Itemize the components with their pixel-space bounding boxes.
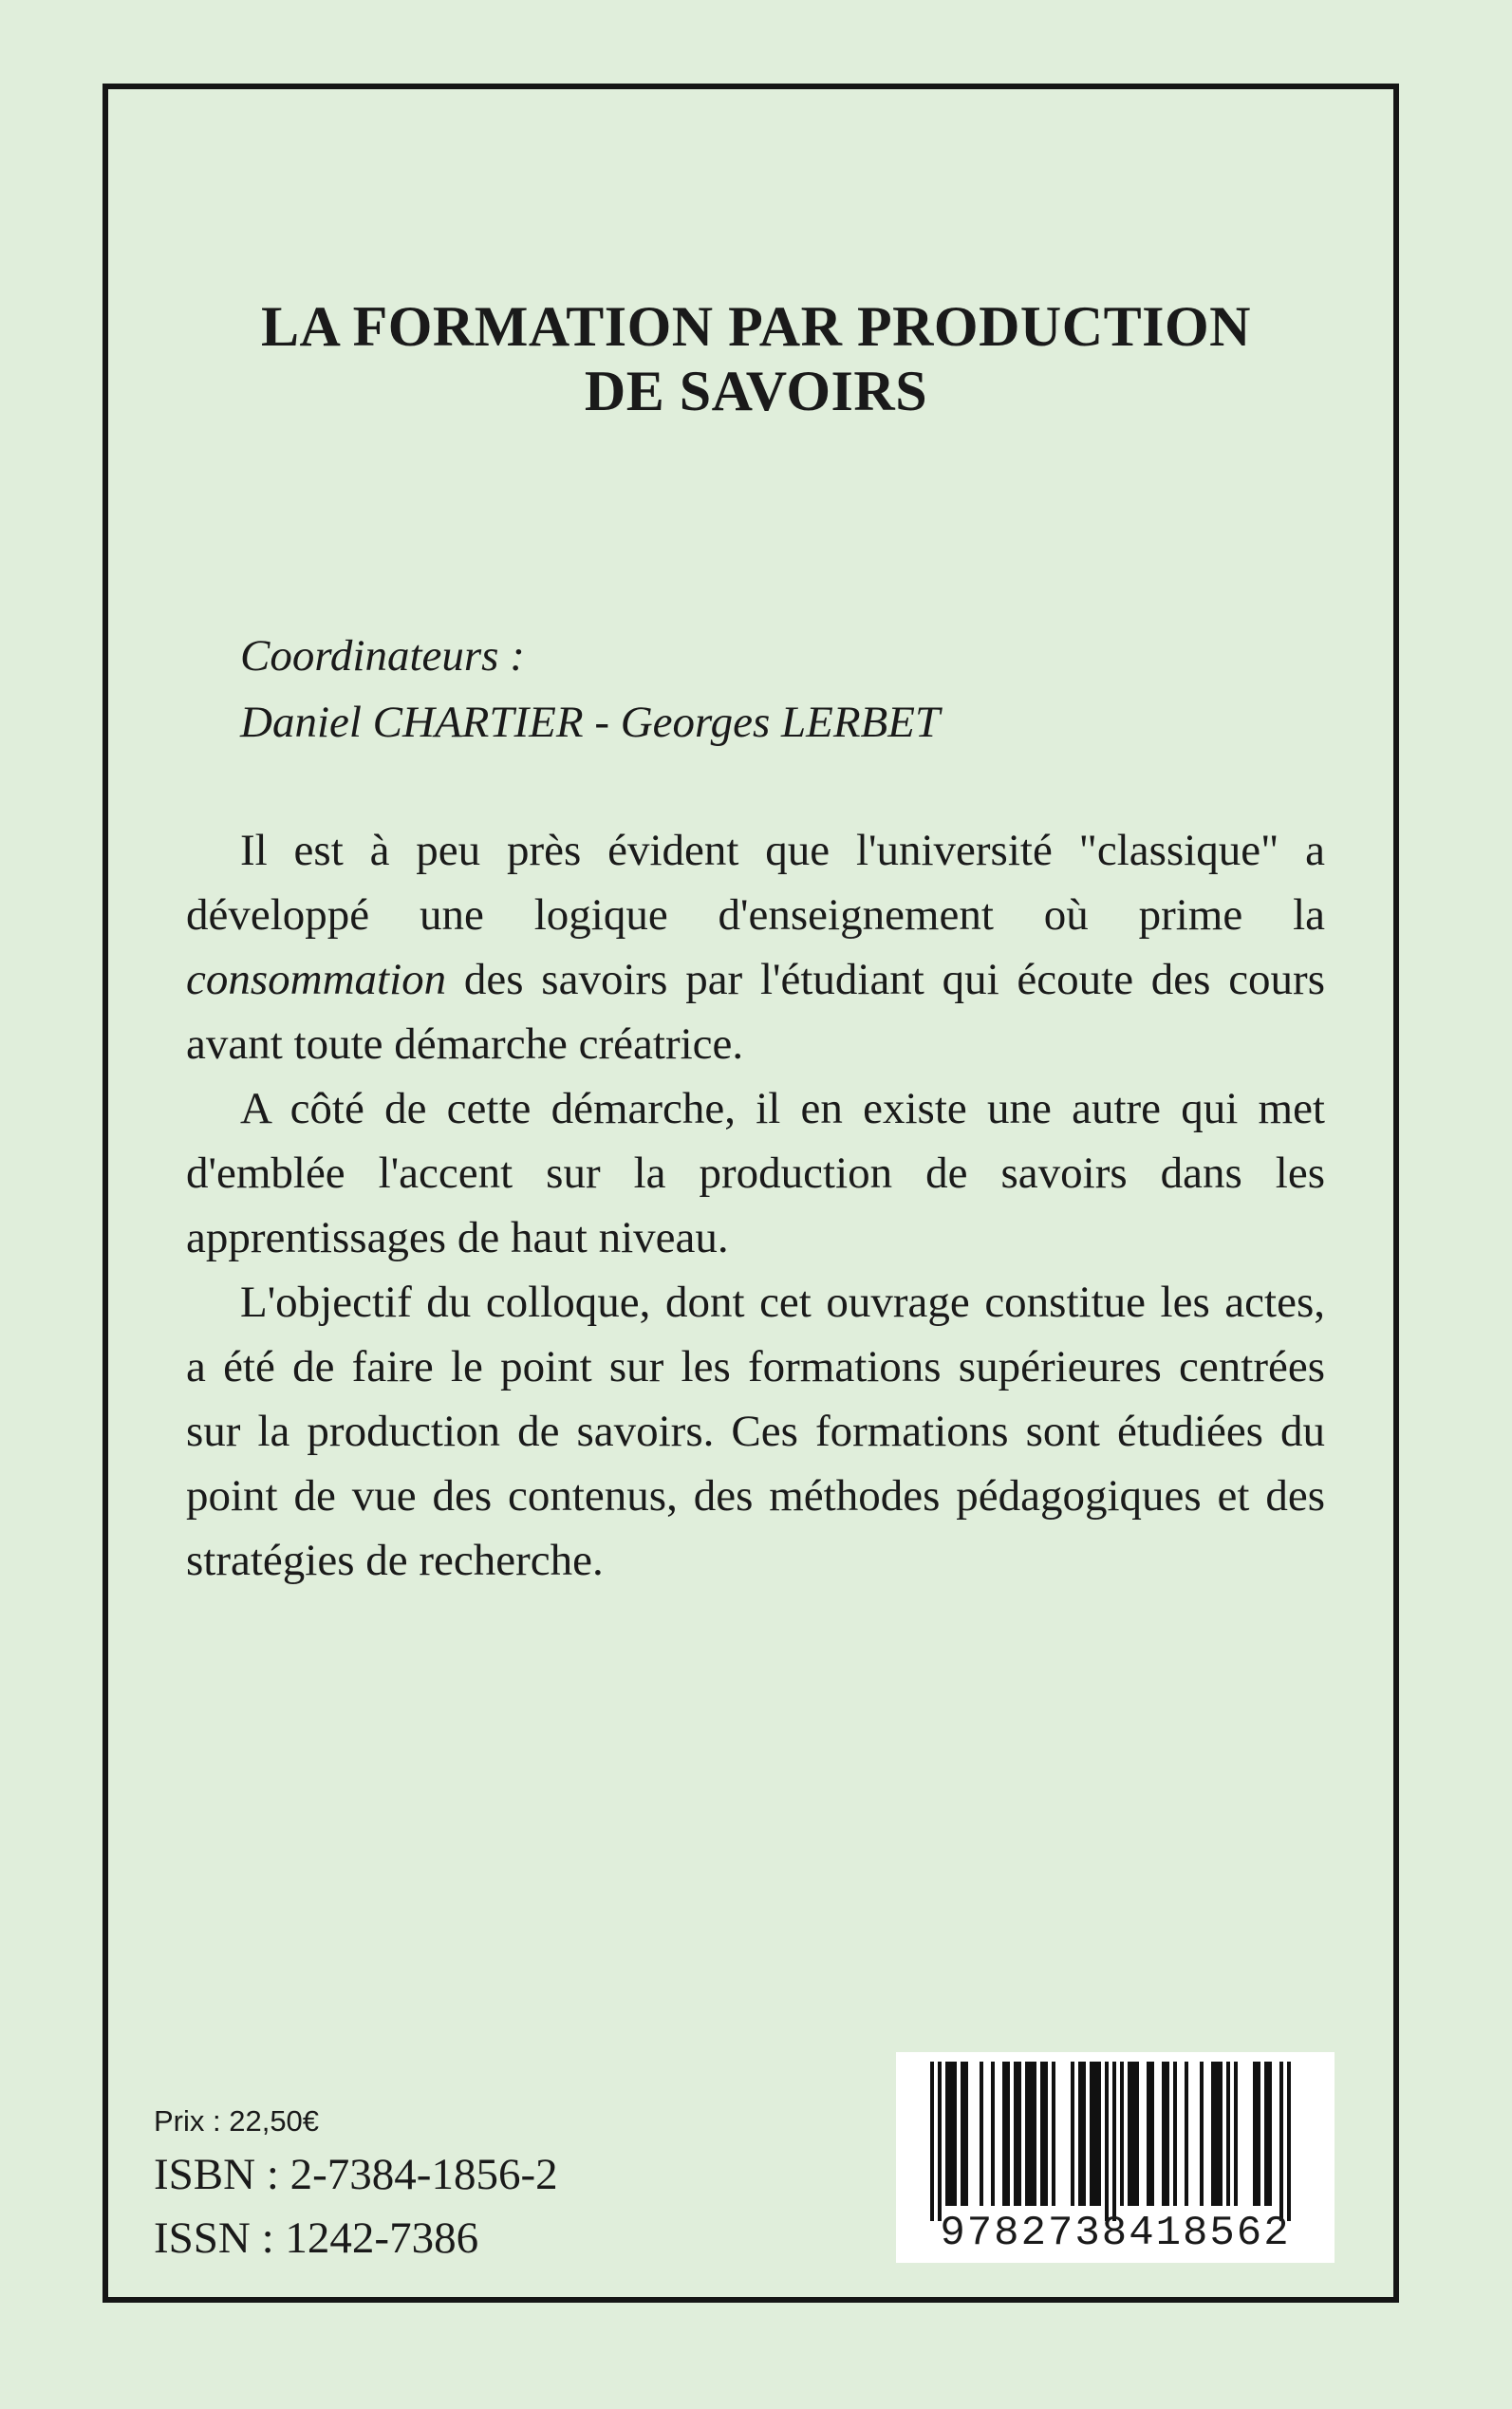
barcode-bar: [1097, 2062, 1101, 2206]
paragraph-2: A côté de cette démarche, il en existe une autre qui met d'emblée l'accent sur la production de savoirs dans les apprentissages de haut niveau.: [186, 1084, 1325, 1262]
barcode-bar: [1287, 2062, 1291, 2221]
barcode-bar: [1082, 2062, 1086, 2206]
barcode-bar: [1226, 2062, 1230, 2206]
barcode-bar: [1279, 2062, 1283, 2221]
isbn-label: ISBN : 2-7384-1856-2: [154, 2150, 558, 2199]
barcode-bar: [1135, 2062, 1139, 2206]
barcode-digits: 9782738418562: [940, 2210, 1291, 2257]
barcode-bar: [1017, 2062, 1021, 2206]
barcode-bar: [1090, 2062, 1093, 2206]
barcode-bar: [961, 2062, 964, 2206]
barcode-bar: [1268, 2062, 1272, 2206]
barcode-bar: [1131, 2062, 1135, 2206]
barcode-bar: [1040, 2062, 1044, 2206]
barcode-bar: [1215, 2062, 1219, 2206]
barcode-bar: [1112, 2062, 1116, 2221]
barcode-bar: [930, 2062, 934, 2221]
barcode-bar: [1264, 2062, 1268, 2206]
barcode-bar: [991, 2062, 995, 2206]
summary-text: [186, 818, 1325, 1593]
barcode-bar: [1002, 2062, 1006, 2206]
barcode-bar: [1014, 2062, 1017, 2206]
barcode-bar: [1044, 2062, 1048, 2206]
barcode-bar: [1166, 2062, 1169, 2206]
barcode-bar: [1162, 2062, 1166, 2206]
barcode-bar: [1025, 2062, 1029, 2206]
barcode-bar: [1147, 2062, 1150, 2206]
paragraph-1: [186, 818, 1325, 1076]
barcode-bar: [1173, 2062, 1177, 2206]
paragraph-1-start: Il est à peu près évident que l'université "classique" a développé une logique d'enseignement où prime la: [186, 826, 1325, 940]
barcode-bar: [1120, 2062, 1124, 2206]
issn-label: ISSN : 1242-7386: [154, 2213, 479, 2263]
barcode-bar: [1105, 2062, 1109, 2221]
barcode-bar: [1128, 2062, 1131, 2206]
barcode-bar: [1219, 2062, 1223, 2206]
title-line-2: DE SAVOIRS: [584, 360, 928, 422]
barcode-bar: [1052, 2062, 1055, 2206]
barcode-bar: [1185, 2062, 1188, 2206]
title-line-1: LA FORMATION PAR PRODUCTION: [261, 295, 1251, 358]
barcode-bar: [980, 2062, 983, 2206]
coordinators-label: Coordinateurs :: [240, 631, 525, 681]
barcode-bar: [1093, 2062, 1097, 2206]
coordinators-names: Daniel CHARTIER - Georges LERBET: [240, 698, 941, 747]
paragraph-1-emphasis: consommation: [186, 955, 447, 1004]
barcode-bar: [1071, 2062, 1074, 2206]
barcode-bar: [949, 2062, 953, 2206]
barcode-bar: [953, 2062, 957, 2206]
barcode-bar: [1006, 2062, 1010, 2206]
paragraph-3: L'objectif du colloque, dont cet ouvrage constitue les actes, a été de faire le point sur les formations supérieures centrées sur la production de savoirs. Ces formations sont étudiées du point de vue des contenus, des méthodes pédagogiques et des stratégies de recherche.: [186, 1278, 1325, 1585]
barcode-bar: [938, 2062, 942, 2221]
barcode: [896, 2052, 1335, 2263]
barcode-bar: [945, 2062, 949, 2206]
book-title: [0, 294, 1512, 423]
barcode-bar: [1257, 2062, 1260, 2206]
barcode-bar: [1078, 2062, 1082, 2206]
barcode-bar: [1150, 2062, 1154, 2206]
barcode-bar: [1234, 2062, 1238, 2206]
paragraph-1-end: des savoirs par l'étudiant qui écoute des cours avant toute démarche créatrice.: [186, 955, 1325, 1069]
barcode-bar: [1211, 2062, 1215, 2206]
coordinators: [240, 623, 940, 756]
barcode-bar: [964, 2062, 968, 2206]
barcode-bar: [1029, 2062, 1033, 2206]
barcode-bar: [1253, 2062, 1257, 2206]
barcode-bar: [1033, 2062, 1036, 2206]
price-label: Prix : 22,50€: [154, 2104, 320, 2138]
barcode-bar: [1200, 2062, 1204, 2206]
